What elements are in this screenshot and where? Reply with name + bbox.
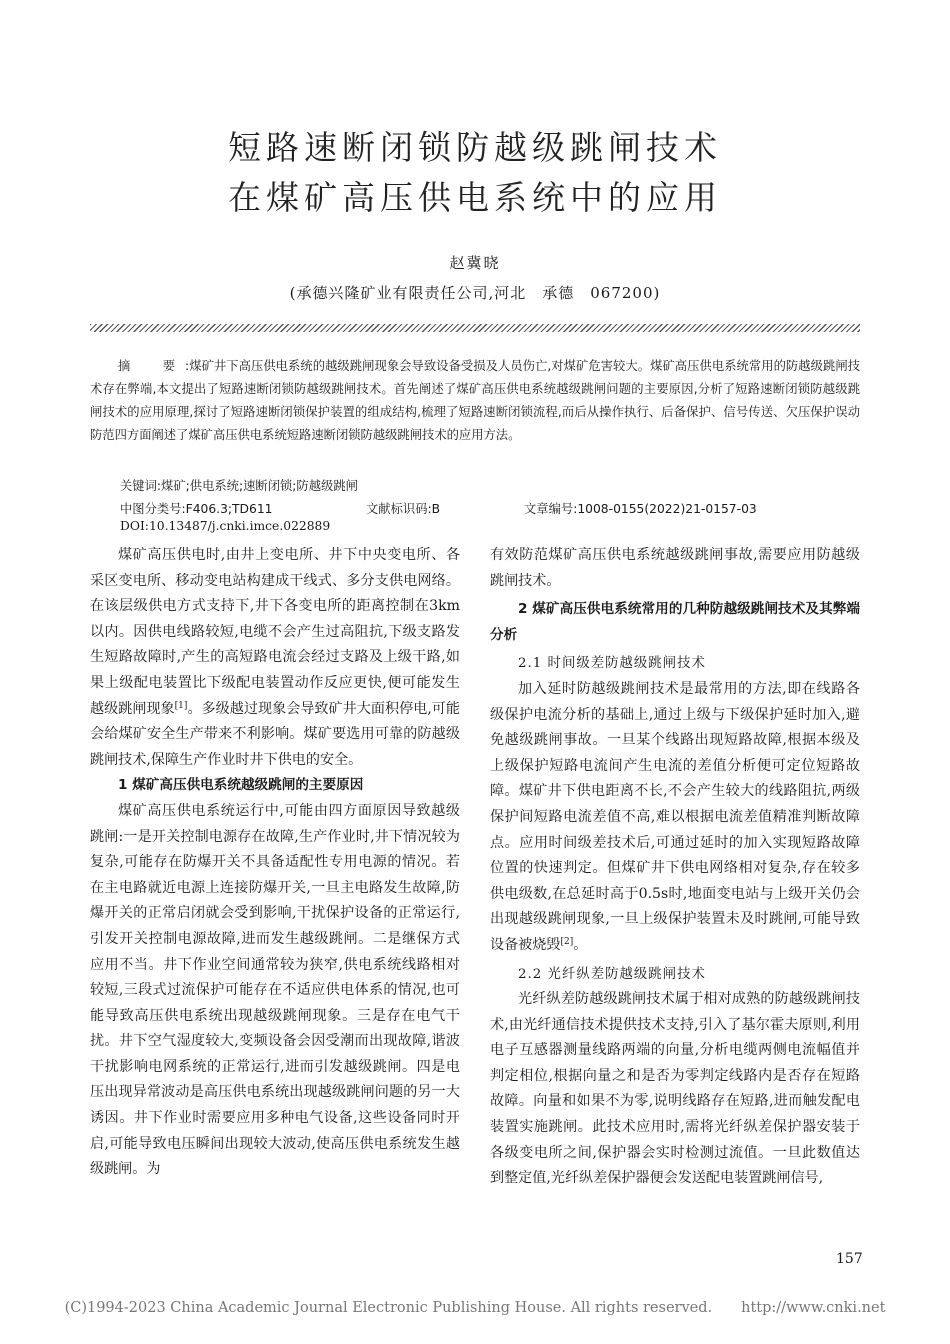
paragraph: 有效防范煤矿高压供电系统越级跳闸事故,需要应用防越级跳闸技术。 <box>490 547 860 589</box>
doi: DOI:10.13487/j.cnki.imce.022889 <box>120 519 331 533</box>
citation: [1] <box>174 700 188 711</box>
paragraph-text: 煤矿高压供电时,由井上变电所、井下中央变电所、各采区变电所、移动变电站构建成干线式、多分支供电网络。在该层级供电方式支持下,井下各变电所的距离控制在3km以内。因供电线路较短,电缆不会产生过高阻抗,下级支路发生短路故障时,产生的高短路电流会经过支路及上级干路,如果上级配电装置比下级配电装置动作反应更快,便可能发生越级跳闸现象 <box>90 547 460 717</box>
paragraph-text: 。多级越过现象会导致矿井大面积停电,可能会给煤矿安全生产带来不利影响。煤矿要选用可靠的防越级跳闸技术,保障生产作业时井下供电的安全。 <box>90 700 461 768</box>
citation: [2] <box>560 936 574 947</box>
abstract-label: 摘 要 <box>118 359 186 373</box>
section-heading-1: 1 煤矿高压供电系统越级跳闸的主要原因 <box>118 777 364 794</box>
paragraph-text: 加入延时防越级跳闸技术是最常用的方法,即在线路各级保护电流分析的基础上,通过上级与下级保护延时加入,避免越级跳闸事故。一旦某个线路出现短路故障,根据本级及上级保护短路电流间产生电流的差值分析便可定位短路故障。煤矿井下供电距离不长,不会产生较大的线路阻抗,两级保护间短路电流差值不高,难以根据电流差值精准判断故障点。应用时间级差技术后,可通过延时的加入实现短路故障位置的快速判定。但煤矿井下供电网络相对复杂,存在较多供电级数,在总延时高于0.5s时,地面变电站与上级开关仍会出现越级跳闸现象,一旦上级保护装置未及时跳闸,可能导致设备被烧毁 <box>490 680 860 953</box>
paragraph: 煤矿高压供电系统运行中,可能由四方面原因导致越级跳闸:一是开关控制电源存在故障,生产作业时,井下情况较为复杂,可能存在防爆开关不具备适配性专用电源的情况。若在主电路就近电源上连接防爆开关,一旦主电路发生故障,防爆开关的正常启闭就会受到影响,干扰保护设备的正常运行,引发开关控制电源故障,进而发生越级跳闸。二是继保方式应用不当。井下作业空间通常较为狭窄,供电系统线路相对较短,三段式过流保护可能存在不适应供电体系的情况,也可能导致高压供电系统出现越级跳闸现象。三是存在电气干扰。井下空气湿度较大,变频设备会因受潮而出现故障,谐波干扰影响电网系统的正常运行,进而引发越级跳闸。四是电压出现异常波动是高压供电系统出现越级跳闸问题的另一大诱因。井下作业时需要应用多种电气设备,这些设备同时开启,可能导致电压瞬间出现较大波动,使高压供电系统发生越级跳闸。为 <box>90 802 460 1178</box>
affiliation: (承德兴隆矿业有限责任公司,河北 承德 067200) <box>289 284 661 302</box>
abstract-text: :煤矿井下高压供电系统的越级跳闸现象会导致设备受损及人员伤亡,对煤矿危害较大。煤矿高压供电系统常用的防越级跳闸技术存在弊端,本文提出了短路速断闭锁防越级跳闸技术。首先阐述了煤矿高压供电系统越级跳闸问题的主要原因,分析了短路速断闭锁防越级跳闸技术的应用原理,探讨了短路速断闭锁保护装置的组成结构,梳理了短路速断闭锁流程,而后从操作执行、后备保护、信号传送、欠压保护误动防范四方面阐述了煤矿高压供电系统短路速断闭锁防越级跳闸技术的应用方法。 <box>90 359 860 442</box>
subsection-heading-2-2: 2.2 光纤纵差防越级跳闸技术 <box>518 966 706 982</box>
hatched-divider <box>90 324 860 332</box>
section-heading-2: 2 煤矿高压供电系统常用的几种防越级跳闸技术及其弊端分析 <box>490 601 860 643</box>
paragraph <box>90 543 460 773</box>
author: 赵冀晓 <box>449 254 501 272</box>
paragraph-text: 。 <box>573 936 588 953</box>
classification: 中图分类号:F406.3;TD611 <box>120 502 273 516</box>
paragraph <box>490 677 860 959</box>
keywords: 关键词:煤矿;供电系统;速断闭锁;防越级跳闸 <box>120 479 358 493</box>
page-number: 157 <box>836 1251 863 1267</box>
subsection-heading-2-1: 2.1 时间级差防越级跳闸技术 <box>518 656 706 672</box>
article-number: 文章编号:1008-0155(2022)21-0157-03 <box>524 502 757 516</box>
left-column <box>90 543 460 1183</box>
paragraph: 光纤纵差防越级跳闸技术属于相对成熟的防越级跳闸技术,由光纤通信技术提供技术支持,引入了基尔霍夫原则,利用电子互感器测量线路两端的向量,分析电缆两侧电流幅值并判定相位,根据向量之和是否为零判定线路内是否存在短路故障。向量和如果不为零,说明线路存在短路,进而触发配电装置实施跳闸。此技术应用时,需将光纤纵差保护器安装于各级变电所之间,保护器会实时检测过流值。一旦此数值达到整定值,光纤纵差保护器便会发送配电装置跳闸信号, <box>490 991 860 1187</box>
copyright-footer: (C)1994-2023 China Academic Journal Electronic Publishing House. All rights reserved. http://www.cnki.net <box>64 1300 886 1316</box>
title-line-2: 在煤矿高压供电系统中的应用 <box>228 178 722 217</box>
right-column <box>490 543 860 1192</box>
document-code: 文献标识码:B <box>366 502 441 516</box>
title-line-1: 短路速断闭锁防越级跳闸技术 <box>228 128 722 167</box>
abstract <box>90 355 860 447</box>
